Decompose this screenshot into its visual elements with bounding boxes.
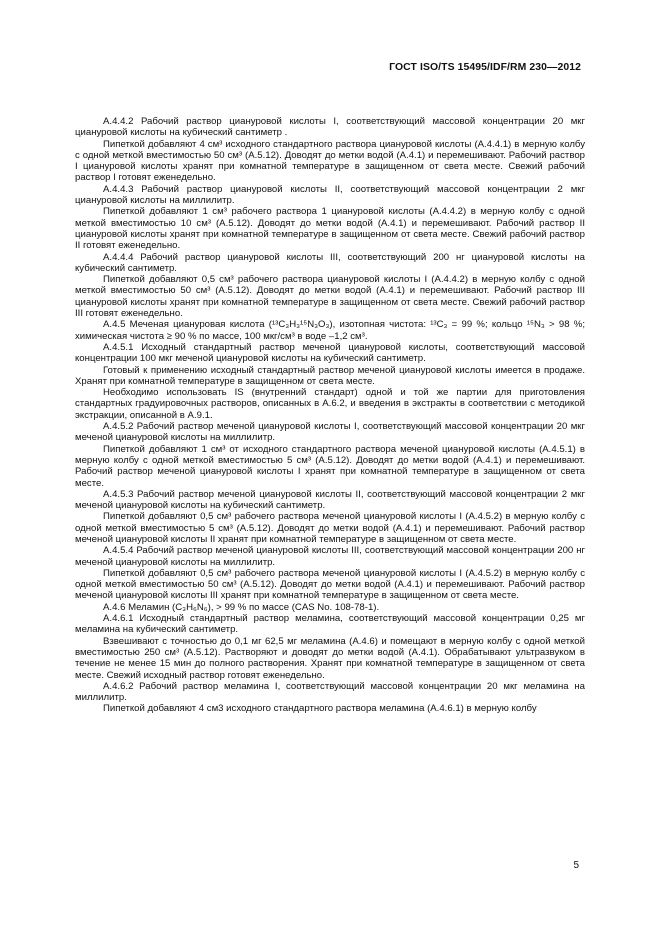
- paragraph: Пипеткой добавляют 4 см³ исходного стандартного раствора циануровой кислоты (А.4.4.1) в мерную колбу с одной меткой вместимостью 50 см³ (А.5.12). Доводят до метки водой (А.4.1) и перемешивают. Рабочий раствор I циануровой кислоты хранят при комнатной температуре в защищенном от света месте. Свежий рабочий раствор I готовят еженедельно.: [75, 138, 585, 184]
- page-number: 5: [573, 860, 579, 871]
- paragraph: А.4.4.3 Рабочий раствор циануровой кислоты II, соответствующий массовой концентрации 2 мкг циануровой кислоты на миллилитр.: [75, 183, 585, 207]
- document-body: [75, 116, 585, 715]
- document-header: ГОСТ ISO/TS 15495/IDF/RM 230—2012: [389, 62, 581, 73]
- paragraph: А.4.6.1 Исходный стандартный раствор меламина, соответствующий массовой концентрации 0,25 мг меламина на кубический сантиметр.: [75, 613, 585, 636]
- paragraph: А.4.6.2 Рабочий раствор меламина I, соответствующий массовой концентрации 20 мкг меламина на миллилитр.: [75, 680, 585, 704]
- paragraph: А.4.4.2 Рабочий раствор циануровой кислоты I, соответствующий массовой концентрации 20 мкг циануровой кислоты на кубический сантиметр .: [75, 116, 585, 139]
- paragraph: А.4.5.3 Рабочий раствор меченой циануровой кислоты II, соответствующий массовой концентрации 2 мкг меченой циануровой кислоты на кубический сантиметр.: [75, 488, 585, 512]
- paragraph: А.4.5.1 Исходный стандартный раствор меченой циануровой кислоты, соответствующий массовой концентрации 100 мкг меченой циануровой кислоты на кубический сантиметр.: [75, 341, 585, 365]
- paragraph: А.4.5.2 Рабочий раствор меченой циануровой кислоты I, соответствующий массовой концентрации 20 мкг меченой циануровой кислоты на миллилитр.: [75, 421, 585, 444]
- paragraph: А.4.6 Меламин (C₃H₆N₆), > 99 % по массе (CAS No. 108-78-1).: [103, 601, 380, 613]
- paragraph: Пипеткой добавляют 4 см3 исходного стандартного раствора меламина (А.4.6.1) в мерную колбу: [103, 703, 537, 715]
- paragraph: Готовый к применению исходный стандартный раствор меченой циануровой кислоты имеется в продаже. Хранят при комнатной температуре в защищенном от света месте.: [75, 364, 585, 387]
- paragraph: А.4.4.4 Рабочий раствор циануровой кислоты III, соответствующий 200 нг циануровой кислоты на кубический сантиметр.: [75, 251, 585, 274]
- paragraph: Пипеткой добавляют 0,5 см³ рабочего раствора меченой циануровой кислоты I (А.4.5.2) в мерную колбу с одной меткой вместимостью 5 см³ (А.5.12). Доводят до метки водой (А.4.1) и перемешивают. Рабочий раствор меченой циануровой кислоты II хранят при комнатной температуре в защищенном от света месте.: [75, 511, 585, 545]
- paragraph: Взвешивают с точностью до 0,1 мг 62,5 мг меламина (А.4.6) и помещают в мерную колбу с одной меткой вместимостью 250 см³ (А.5.12). Растворяют и доводят до метки водой (А.4.1). Обрабатывают ультразвуком в течение не менее 15 мин до полного растворения. Хранят при комнатной температуре в защищенном от света месте. Свежий исходный раствор готовят еженедельно.: [75, 635, 585, 681]
- paragraph: Пипеткой добавляют 1 см³ от исходного стандартного раствора меченой циануровой кислоты (А.4.5.1) в мерную колбу с одной меткой вместимостью 5 см³ (А.5.12). Доводят до метки водой (А.4.1) и перемешивают. Рабочий раствор меченой циануровой кислоты I хранят при комнатной температуре в защищенном от света месте.: [75, 443, 585, 489]
- paragraph: А.4.5.4 Рабочий раствор меченой циануровой кислоты III, соответствующий массовой концентрации 200 нг меченой циануровой кислоты на миллилитр.: [75, 545, 585, 568]
- paragraph: Пипеткой добавляют 1 см³ рабочего раствора 1 циануровой кислоты (А.4.4.2) в мерную колбу с одной меткой вместимостью 10 см³ (А.5.12). Доводят до метки водой (А.4.1) и перемешивают. Рабочий раствор II циануровой кислоты хранят при комнатной температуре в защищенном от света месте. Свежий рабочий раствор II готовят еженедельно.: [75, 206, 585, 252]
- paragraph: Пипеткой добавляют 0,5 см³ рабочего раствора меченой циануровой кислоты I (А.4.5.2) в мерную колбу с одной меткой вместимостью 50 см³ (А.5.12). Доводят до метки водой (А.4.1) и перемешивают. Рабочий раствор меченой циануровой кислоты III хранят при комнатной температуре в защищенном от света месте.: [75, 567, 585, 602]
- paragraph: Пипеткой добавляют 0,5 см³ рабочего раствора циануровой кислоты I (А.4.4.2) в мерную колбу с одной меткой вместимостью 50 см³ (А.5.12). Доводят до метки водой (А.4.1) и перемешивают. Рабочий раствор III циануровой кислоты хранят при комнатной температуре в защищенном от света месте. Свежий рабочий раствор III готовят еженедельно.: [75, 274, 585, 320]
- paragraph: Необходимо использовать IS (внутренний стандарт) одной и той же партии для приготовления стандартных градуировочных растворов, описанных в А.6.2, и введения в экстракты в соответствии с методикой экстракции, описанной в А.9.1.: [75, 387, 585, 421]
- paragraph: А.4.5 Меченая циануровая кислота (¹³C₃H₃¹⁵N₃O₃), изотопная чистота: ¹³C₃ = 99 %; кольцо ¹⁵N₃ > 98 %; химическая чистота ≥ 90 % по массе, 100 мкг/см³ в воде –1,2 см³.: [75, 319, 585, 342]
